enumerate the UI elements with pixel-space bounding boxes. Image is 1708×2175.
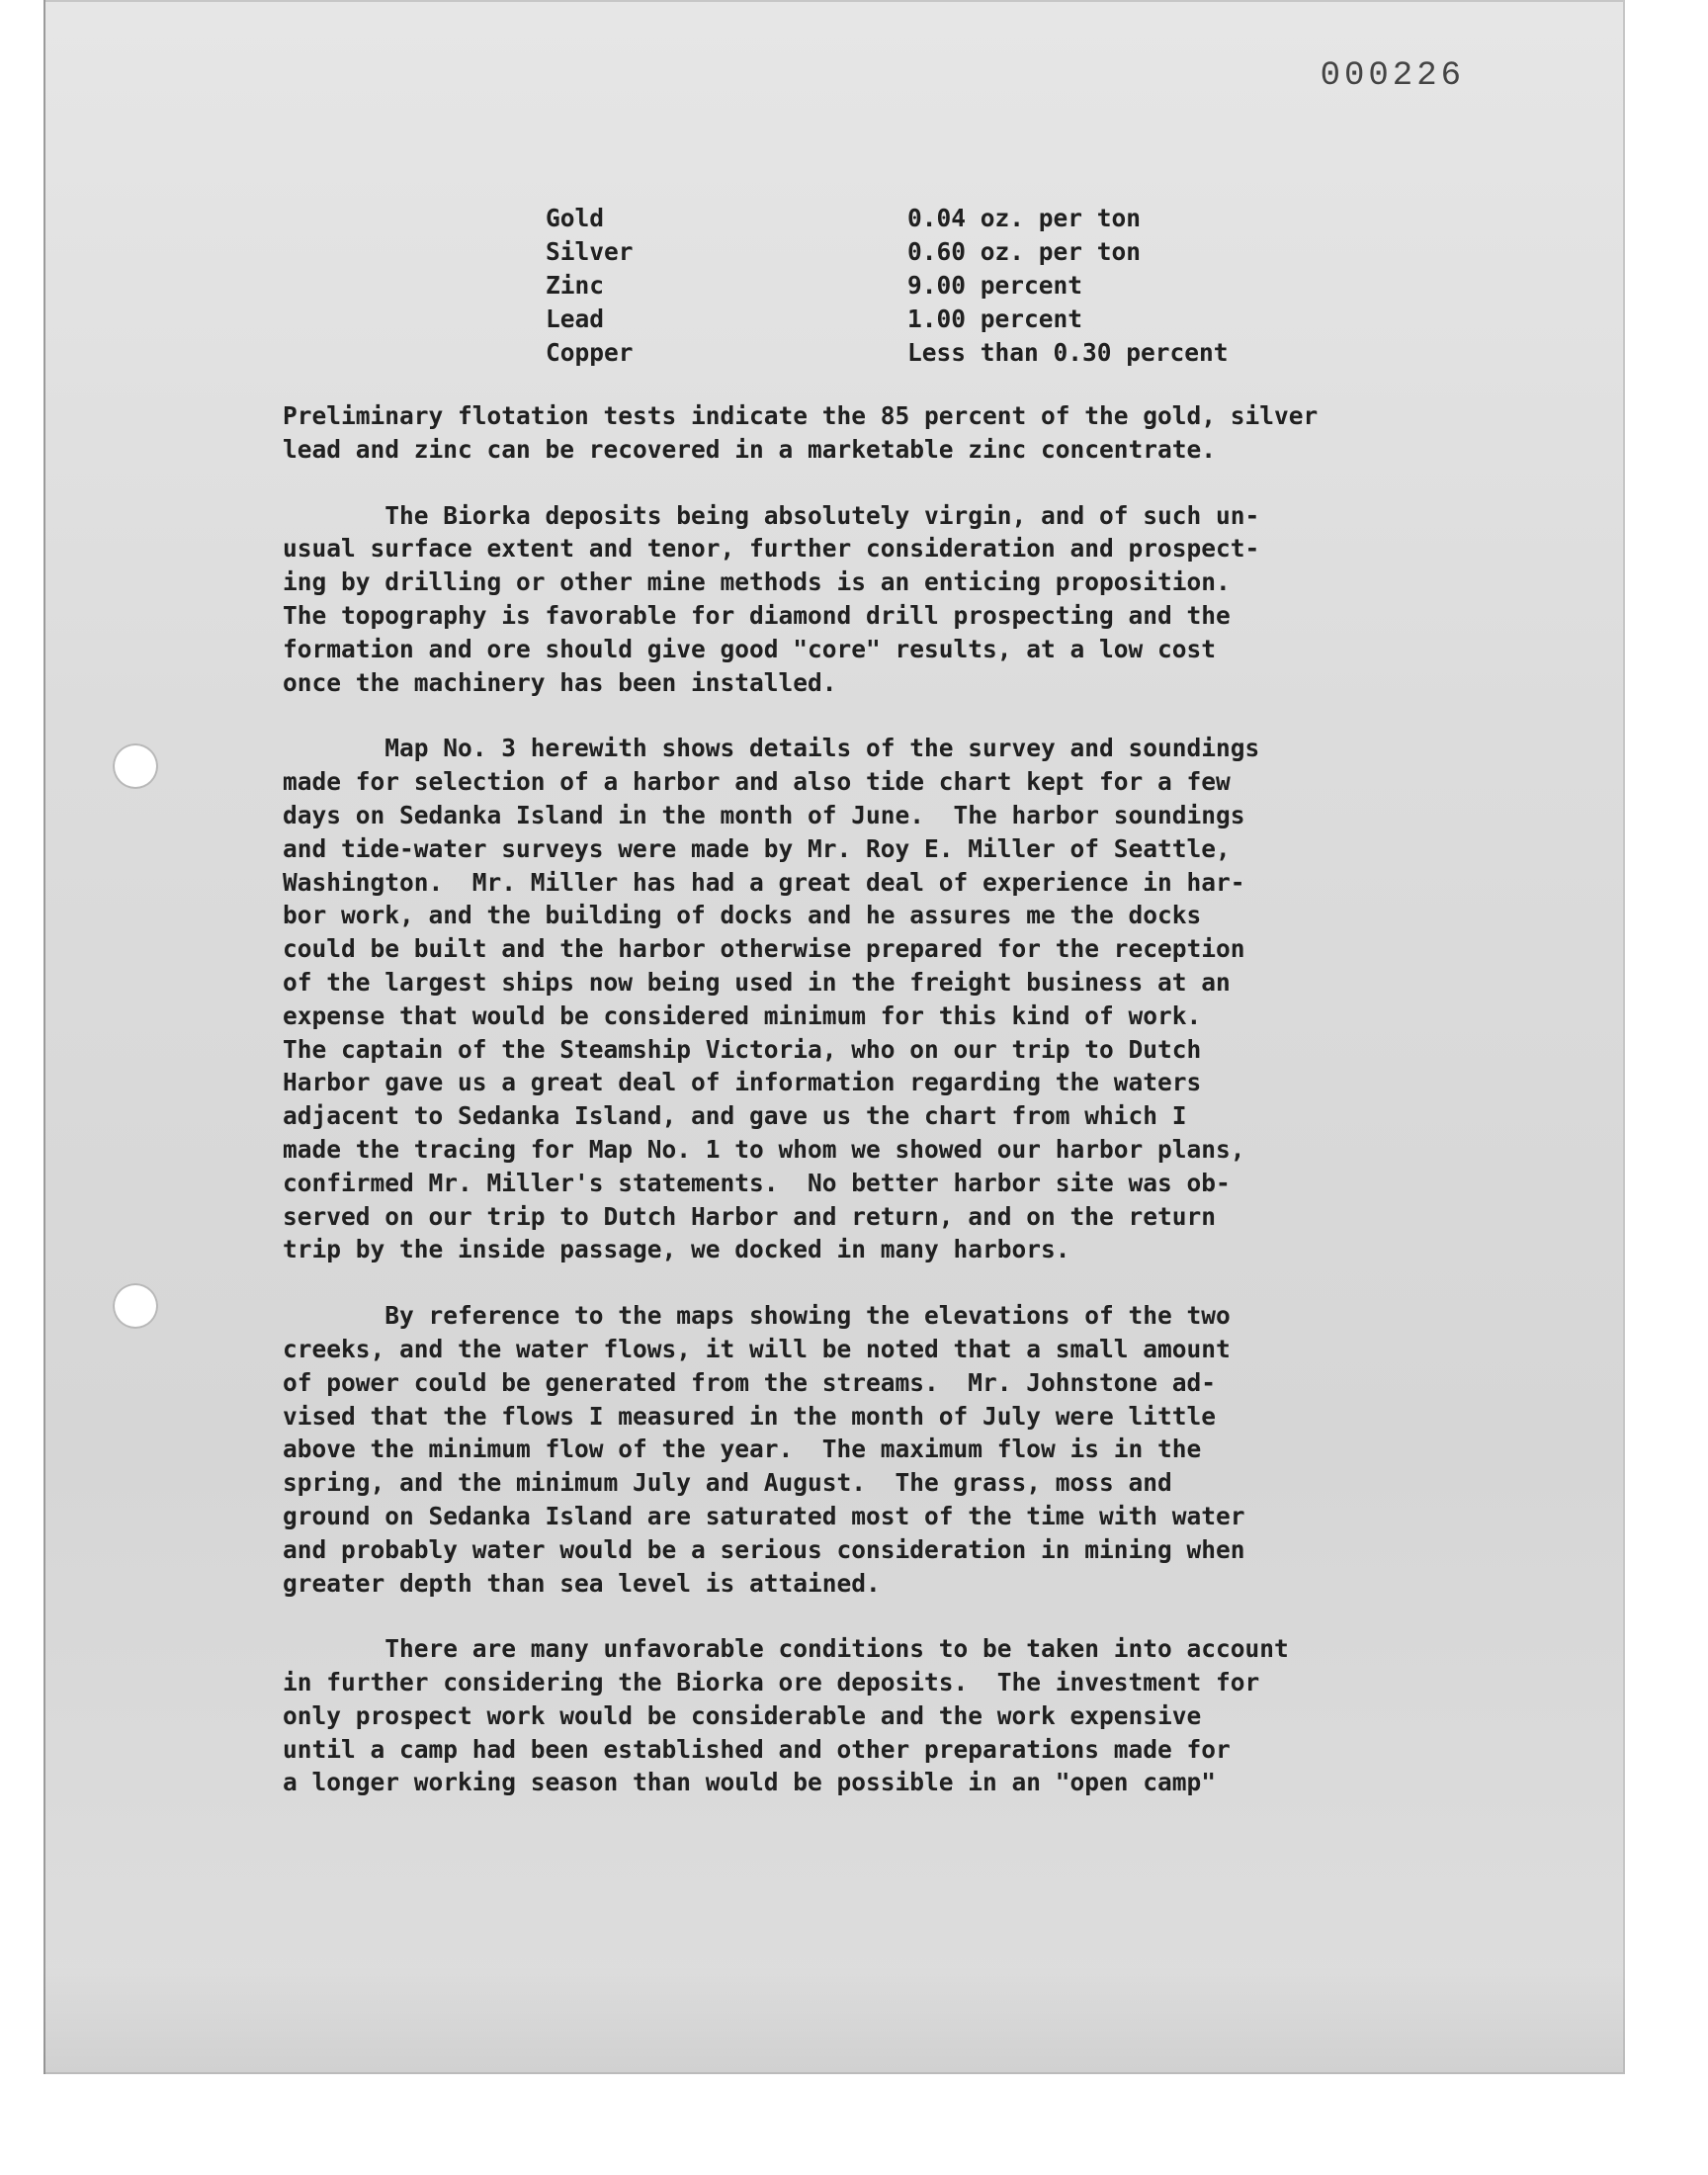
paragraph-flotation-tests: Preliminary flotation tests indicate the 85 percent of the gold, silver lead and zinc can be recovered in a marketable zinc concentrate. [283,401,1319,464]
assay-row [546,336,1229,370]
page-edge [43,0,45,2074]
assay-value: 9.00 percent [907,271,1083,300]
assay-table [546,202,1229,370]
assay-value: 0.60 oz. per ton [907,237,1142,266]
assay-row [546,269,1229,303]
punch-hole-bottom [113,1283,158,1329]
assay-metal: Gold [546,204,605,232]
assay-row [546,303,1229,336]
assay-value: 0.04 oz. per ton [907,204,1142,232]
paragraph-harbor-survey: Map No. 3 herewith shows details of the survey and soundings made for selection of a harbor and also tide chart kept for a few days on Sedanka Island in the month of June. The harbor soundings and tide-water surveys were made by Mr. Roy E. Miller of Seattle, Washington. Mr. Miller has had a great deal of experience in har- bor work, and the building of docks and he assures me the docks could be built and the harbor otherwise prepared for the reception of the largest ships now being used in the freight business at an expense that would be considered minimum for this kind of work. The captain of the Steamship Victoria, who on our trip to Dutch Harbor gave us a great deal of information regarding the waters adjacent to Sedanka Island, and gave us the chart from which I made the tracing for Map No. 1 to whom we showed our harbor plans, confirmed Mr. Miller's statements. No better harbor site was ob- served on our trip to Dutch Harbor and return, and on the return trip by the inside passage, we docked in many harbors. [283,734,1260,1264]
assay-row [546,202,1229,235]
assay-value: Less than 0.30 percent [907,338,1229,367]
assay-metal: Copper [546,338,634,367]
assay-value: 1.00 percent [907,304,1083,333]
paragraph-unfavorable-conditions: There are many unfavorable conditions to be taken into account in further considering the Biorka ore deposits. The investment for only prospect work would be considerable and the work expensive until a camp had been established and other preparations made for a longer working season than would be possible in an "open camp" [283,1634,1289,1797]
punch-hole-top [113,743,158,789]
assay-metal: Zinc [546,271,605,300]
paragraph-biorka-deposits: The Biorka deposits being absolutely virgin, and of such un- usual surface extent and tenor, further consideration and prospect- ing by drilling or other mine methods is an enticing proposition. The topography is favorable for diamond drill prospecting and the formation and ore should give good "core" results, at a low cost once the machinery has been installed. [283,500,1260,697]
assay-row [546,235,1229,269]
body-text [283,399,1469,1832]
assay-metal: Lead [546,304,605,333]
paragraph-water-power: By reference to the maps showing the elevations of the two creeks, and the water flows, it will be noted that a small amount of power could be generated from the streams. Mr. Johnstone ad- vised that the flows I measured in the month of July were little above the minimum flow of the year. The maximum flow is in the spring, and the minimum July and August. The grass, moss and ground on Sedanka Island are saturated most of the time with water and probably water would be a serious consideration in mining when greater depth than sea level is attained. [283,1301,1245,1598]
page-number: 000226 [1320,57,1465,95]
assay-metal: Silver [546,237,634,266]
